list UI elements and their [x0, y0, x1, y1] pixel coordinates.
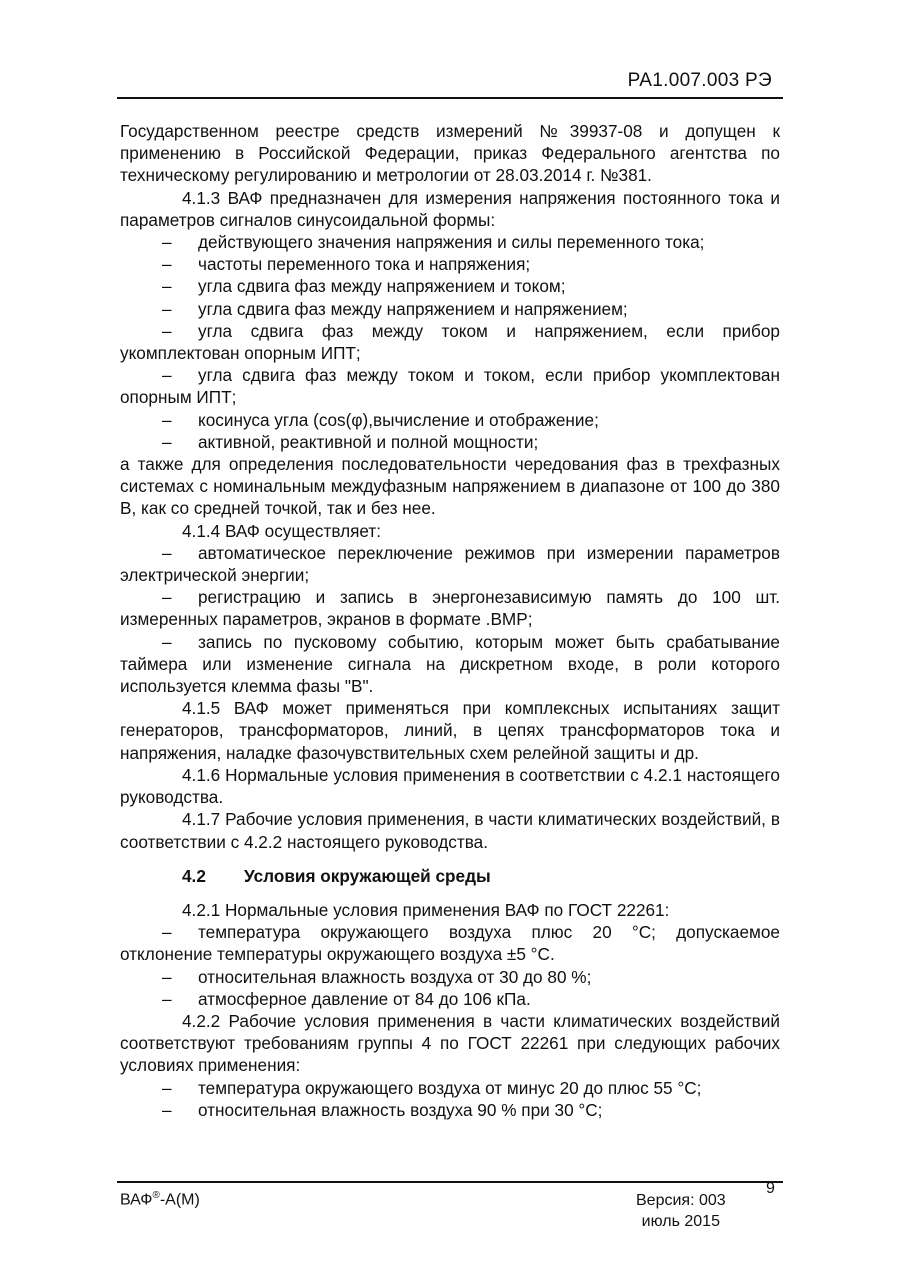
paragraph: а также для определения последовательности чередования фаз в трехфазных системах с номинальным междуфазным напряжением в диапазоне от 100 до 380 В, как со средней точкой, так и без нее. — [120, 454, 780, 519]
footer-version — [636, 1190, 726, 1232]
list-item: – угла сдвига фаз между током и током, если прибор укомплектован опорным ИПТ; — [120, 365, 780, 408]
version-label: Версия: 003 — [636, 1192, 726, 1209]
paragraph-4-1-7: 4.1.7 Рабочие условия применения, в части климатических воздействий, в соответствии с 4.2.2 настоящего руководства. — [120, 809, 780, 852]
list-item: – температура окружающего воздуха от минус 20 до плюс 55 °С; — [162, 1077, 702, 1098]
list-item: – регистрацию и запись в энергонезависимую память до 100 шт. измеренных параметров, экранов в формате .BMP; — [120, 587, 780, 630]
paragraph: Государственном реестре средств измерений №39937-08 и допущен к применению в Российской Федерации, приказ Федерального агентства по техническому регулированию и метрологии от 28.03.2014 г. №381. — [120, 121, 780, 186]
section-heading: 4.2 Условия окружающей среды — [182, 865, 491, 886]
footer-rule — [117, 1181, 783, 1183]
list-item: – запись по пусковому событию, которым может быть срабатывание таймера или изменение сигнала на дискретном входе, в роли которого используется клемма фазы "В". — [120, 631, 780, 697]
document-code: РА1.007.003 РЭ — [627, 70, 772, 91]
version-date: июль 2015 — [641, 1213, 720, 1230]
list-item: – атмосферное давление от 84 до 106 кПа. — [162, 988, 531, 1009]
list-item: – температура окружающего воздуха плюс 20 °С; допускаемое отклонение температуры окружающего воздуха ±5 °С. — [120, 922, 780, 965]
list-item: – угла сдвига фаз между напряжением и напряжением; — [162, 298, 628, 319]
list-item: – автоматическое переключение режимов при измерении параметров электрической энергии; — [120, 542, 780, 586]
list-item: – угла сдвига фаз между током и напряжением, если прибор укомплектован опорным ИПТ; — [120, 320, 780, 364]
list-item: – относительная влажность воздуха 90 % при 30 °С; — [162, 1099, 603, 1120]
header-rule — [117, 97, 783, 99]
list-item: – частоты переменного тока и напряжения; — [162, 254, 531, 275]
list-item: – относительная влажность воздуха от 30 до 80 %; — [162, 966, 592, 987]
page-number: 9 — [766, 1180, 775, 1197]
paragraph-4-2-2: 4.2.2 Рабочие условия применения в части климатических воздействий соответствуют требованиям группы 4 по ГОСТ 22261 при следующих рабочих условиях применения: — [120, 1010, 780, 1076]
list-item: – угла сдвига фаз между напряжением и током; — [162, 276, 566, 297]
paragraph-4-1-4: 4.1.4 ВАФ осуществляет: — [182, 520, 382, 541]
page-content — [120, 120, 780, 1121]
paragraph-4-1-5: 4.1.5 ВАФ может применяться при комплексных испытаниях защит генераторов, трансформаторов, линий, в цепях трансформаторов тока и напряжения, наладке фазочувствительных схем релейной защиты и др. — [120, 698, 780, 763]
paragraph-4-2-1: 4.2.1 Нормальные условия применения ВАФ по ГОСТ 22261: — [182, 899, 670, 920]
list-item: – активной, реактивной и полной мощности; — [162, 431, 539, 452]
list-item: – косинуса угла (cos(φ),вычисление и отображение; — [162, 409, 599, 430]
footer-brand: ВАФ®-А(М) — [120, 1190, 200, 1209]
list-item: – действующего значения напряжения и силы переменного тока; — [162, 232, 705, 253]
paragraph-4-1-3: 4.1.3 ВАФ предназначен для измерения напряжения постоянного тока и параметров сигналов синусоидальной формы: — [120, 187, 780, 230]
paragraph-4-1-6: 4.1.6 Нормальные условия применения в соответствии с 4.2.1 настоящего руководства. — [120, 764, 780, 808]
